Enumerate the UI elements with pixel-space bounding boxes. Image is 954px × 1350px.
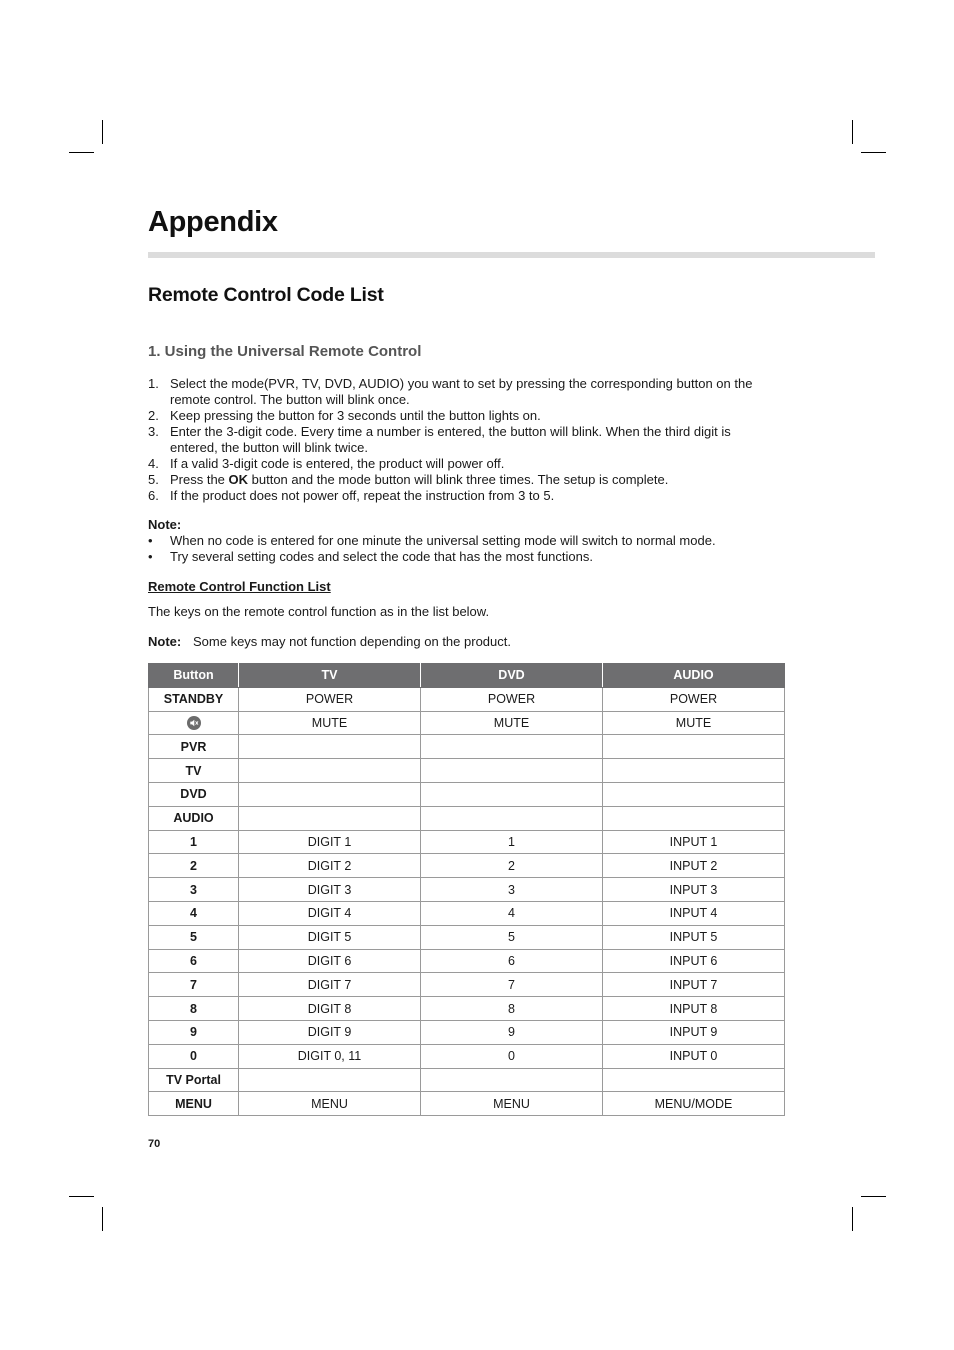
dvd-cell — [421, 735, 603, 759]
tv-cell: DIGIT 7 — [239, 973, 421, 997]
column-header: AUDIO — [603, 664, 785, 688]
step-item: 5. Press the OK button and the mode button will blink three times. The setup is complete. — [148, 472, 669, 487]
function-list-intro: The keys on the remote control function as in the list below. — [148, 604, 490, 619]
table-row — [149, 949, 785, 973]
dvd-cell: 8 — [421, 997, 603, 1021]
tv-cell: DIGIT 5 — [239, 925, 421, 949]
audio-cell: INPUT 6 — [603, 949, 785, 973]
column-header: TV — [239, 664, 421, 688]
tv-cell: DIGIT 4 — [239, 901, 421, 925]
dvd-cell — [421, 759, 603, 783]
dvd-cell: 7 — [421, 973, 603, 997]
button-cell: STANDBY — [149, 687, 239, 711]
crop-mark — [69, 1196, 94, 1197]
table-row — [149, 973, 785, 997]
dvd-cell: 0 — [421, 1044, 603, 1068]
button-cell: MENU — [149, 1092, 239, 1116]
button-cell: 3 — [149, 878, 239, 902]
audio-cell: INPUT 7 — [603, 973, 785, 997]
table-row — [149, 1044, 785, 1068]
button-cell: 0 — [149, 1044, 239, 1068]
table-row — [149, 687, 785, 711]
crop-mark — [102, 120, 103, 144]
tv-cell: DIGIT 0, 11 — [239, 1044, 421, 1068]
tv-cell — [239, 735, 421, 759]
button-cell: 5 — [149, 925, 239, 949]
instruction-steps — [148, 376, 778, 504]
step-item: 2. Keep pressing the button for 3 seconds until the button lights on. — [148, 408, 541, 423]
audio-cell — [603, 1068, 785, 1092]
remote-code-table — [148, 663, 785, 1116]
column-header: DVD — [421, 664, 603, 688]
dvd-cell — [421, 806, 603, 830]
button-cell: 8 — [149, 997, 239, 1021]
tv-cell: DIGIT 8 — [239, 997, 421, 1021]
function-list-heading: Remote Control Function List — [148, 579, 331, 594]
audio-cell: INPUT 9 — [603, 1020, 785, 1044]
table-header-row — [149, 664, 785, 688]
dvd-cell — [421, 1068, 603, 1092]
audio-cell: INPUT 4 — [603, 901, 785, 925]
button-cell: PVR — [149, 735, 239, 759]
table-row — [149, 806, 785, 830]
column-header: Button — [149, 664, 239, 688]
tv-cell — [239, 759, 421, 783]
audio-cell: INPUT 2 — [603, 854, 785, 878]
section-title: Remote Control Code List — [148, 284, 384, 306]
button-cell: AUDIO — [149, 806, 239, 830]
audio-cell — [603, 759, 785, 783]
note-bullets — [148, 533, 788, 565]
audio-cell: INPUT 0 — [603, 1044, 785, 1068]
audio-cell — [603, 806, 785, 830]
tv-cell — [239, 806, 421, 830]
tv-cell: POWER — [239, 687, 421, 711]
audio-cell: POWER — [603, 687, 785, 711]
step-item: 3. Enter the 3-digit code. Every time a number is entered, the button will blink. When the third digit is entered, the button will blink twice. — [148, 424, 731, 455]
table-row — [149, 1068, 785, 1092]
subsection-title: 1. Using the Universal Remote Control — [148, 343, 422, 360]
button-cell: TV — [149, 759, 239, 783]
note-label: Note: — [148, 517, 182, 532]
tv-cell: DIGIT 9 — [239, 1020, 421, 1044]
mute-icon — [187, 716, 201, 730]
dvd-cell — [421, 782, 603, 806]
table-row — [149, 854, 785, 878]
dvd-cell: 6 — [421, 949, 603, 973]
page-title: Appendix — [148, 206, 278, 238]
table-row — [149, 830, 785, 854]
audio-cell — [603, 735, 785, 759]
audio-cell: INPUT 1 — [603, 830, 785, 854]
button-cell: 7 — [149, 973, 239, 997]
page-number: 70 — [148, 1138, 161, 1150]
crop-mark — [852, 1207, 853, 1231]
dvd-cell: 1 — [421, 830, 603, 854]
button-cell — [149, 711, 239, 735]
table-row — [149, 1020, 785, 1044]
dvd-cell: 9 — [421, 1020, 603, 1044]
audio-cell: INPUT 8 — [603, 997, 785, 1021]
table-row — [149, 878, 785, 902]
table-row — [149, 735, 785, 759]
tv-cell: MUTE — [239, 711, 421, 735]
crop-mark — [852, 120, 853, 144]
table-row — [149, 759, 785, 783]
table-row — [149, 925, 785, 949]
button-cell: 2 — [149, 854, 239, 878]
button-cell: 6 — [149, 949, 239, 973]
table-row — [149, 901, 785, 925]
tv-cell: DIGIT 6 — [239, 949, 421, 973]
dvd-cell: 2 — [421, 854, 603, 878]
crop-mark — [861, 152, 886, 153]
crop-mark — [102, 1207, 103, 1231]
dvd-cell: 4 — [421, 901, 603, 925]
audio-cell: INPUT 3 — [603, 878, 785, 902]
tv-cell — [239, 1068, 421, 1092]
step-item: 1. Select the mode(PVR, TV, DVD, AUDIO) you want to set by pressing the corresponding button on the remote control. The button will blink once. — [148, 376, 753, 407]
tv-cell — [239, 782, 421, 806]
button-cell: 9 — [149, 1020, 239, 1044]
note-bullet: • Try several setting codes and select the code that has the most functions. — [148, 549, 593, 564]
dvd-cell: MENU — [421, 1092, 603, 1116]
note-bullet: • When no code is entered for one minute the universal setting mode will switch to normal mode. — [148, 533, 716, 548]
audio-cell: MENU/MODE — [603, 1092, 785, 1116]
button-cell: 4 — [149, 901, 239, 925]
table-row — [149, 711, 785, 735]
title-divider — [148, 252, 875, 258]
button-cell: TV Portal — [149, 1068, 239, 1092]
step-item: 6. If the product does not power off, repeat the instruction from 3 to 5. — [148, 488, 555, 503]
audio-cell: MUTE — [603, 711, 785, 735]
button-cell: DVD — [149, 782, 239, 806]
tv-cell: DIGIT 3 — [239, 878, 421, 902]
step-item: 4. If a valid 3-digit code is entered, the product will power off. — [148, 456, 505, 471]
dvd-cell: POWER — [421, 687, 603, 711]
audio-cell: INPUT 5 — [603, 925, 785, 949]
crop-mark — [861, 1196, 886, 1197]
tv-cell: MENU — [239, 1092, 421, 1116]
audio-cell — [603, 782, 785, 806]
button-cell: 1 — [149, 830, 239, 854]
crop-mark — [69, 152, 94, 153]
dvd-cell: 5 — [421, 925, 603, 949]
table-row — [149, 782, 785, 806]
tv-cell: DIGIT 1 — [239, 830, 421, 854]
tv-cell: DIGIT 2 — [239, 854, 421, 878]
dvd-cell: MUTE — [421, 711, 603, 735]
table-row — [149, 1092, 785, 1116]
function-note: Note: Some keys may not function depending on the product. — [148, 634, 511, 649]
dvd-cell: 3 — [421, 878, 603, 902]
table-row — [149, 997, 785, 1021]
